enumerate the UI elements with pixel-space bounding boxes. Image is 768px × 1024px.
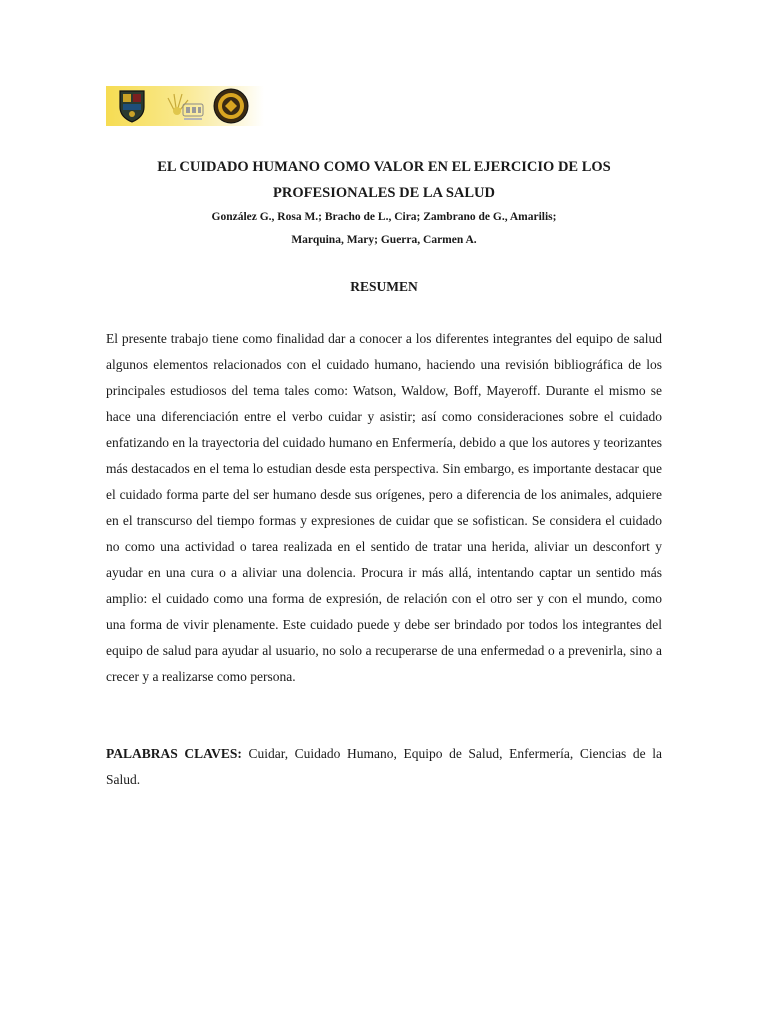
university-shield-icon	[118, 89, 146, 123]
abstract-body: El presente trabajo tiene como finalidad dar a conocer a los diferentes integrantes del equipo de salud algunos elementos relacionados con el cuidado humano, haciendo una revisión bibliográfica de los principales estudiosos del tema tales como: Watson, Waldow, Boff, Mayeroff. Durante el mismo se hace una diferenciación entre el verbo cuidar y asistir; así como consideraciones sobre el cuidado enfatizando en la trayectoria del cuidado humano en Enfermería, debido a que los autores y teorizantes más destacados en el tema lo estudian desde esta perspectiva. Sin embargo, es importante destacar que el cuidado forma parte del ser humano desde sus orígenes, pero a diferencia de los animales, adquiere en el transcurso del tiempo formas y expresiones de cuidar que se sofistican. Se considera el cuidado no como una actividad o tarea realizada en el sentido de tratar una herida, aliviar un desconfort y ayudar en una cura o a aliviar una dolencia. Procura ir más allá, intentando captar un sentido más amplio: el cuidado como una forma de expresión, de relación con el otro ser y con el mundo, como una forma de vivir plenamente. Este cuidado puede y debe ser brindado por todos los integrantes del equipo de salud para ayudar al usuario, no solo a recuperarse de una enfermedad o a prevenirla, sino a crecer y a realizarse como persona.	[106, 331, 662, 684]
institution-seal-icon	[213, 88, 249, 124]
authors	[106, 206, 662, 252]
keywords	[106, 741, 662, 793]
faculty-logo-icon	[166, 90, 206, 124]
keywords-label: PALABRAS CLAVES:	[106, 746, 242, 761]
title-line-2: PROFESIONALES DE LA SALUD	[273, 185, 495, 201]
title-line-1: EL CUIDADO HUMANO COMO VALOR EN EL EJERCICIO DE LOS	[157, 159, 611, 175]
authors-line-1: González G., Rosa M.; Bracho de L., Cira; Zambrano de G., Amarilis;	[211, 211, 557, 223]
authors-line-2: Marquina, Mary; Guerra, Carmen A.	[291, 234, 477, 246]
document-title	[106, 154, 662, 206]
abstract-heading: RESUMEN	[350, 279, 418, 294]
keywords-text: Cuidar, Cuidado Humano, Equipo de Salud, Enfermería, Ciencias de la Salud.	[106, 746, 662, 787]
